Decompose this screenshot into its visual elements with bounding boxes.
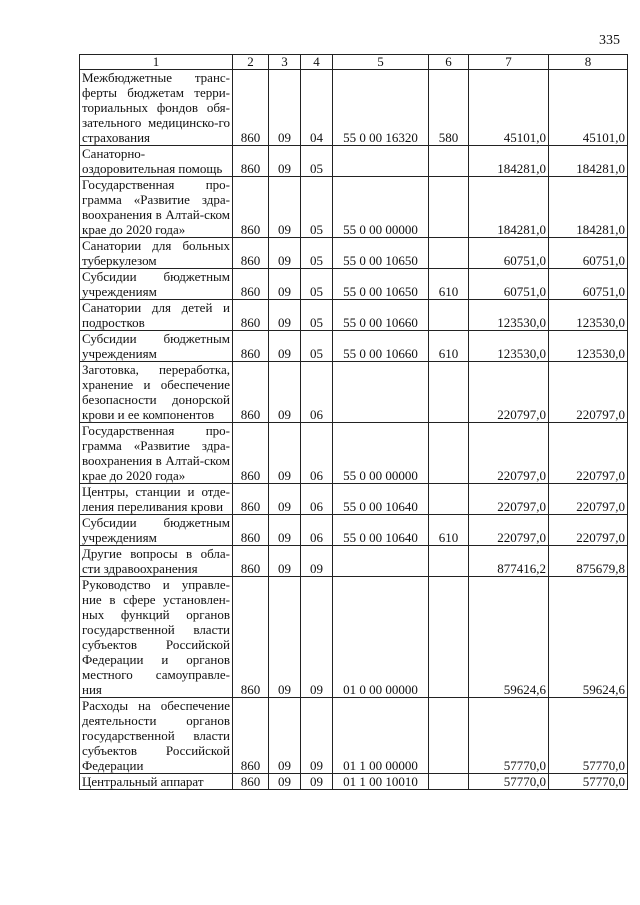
row-name: Государственная про-грамма «Развитие здра-воохранения в Алтай-ском крае до 2020 года» (80, 423, 233, 484)
subsection-code: 09 (301, 546, 333, 577)
row-name: Расходы на обеспечение деятельности органов государственной власти субъектов Российской Федерации (80, 698, 233, 774)
section-code: 09 (269, 238, 301, 269)
expense-type-code (429, 238, 469, 269)
expense-type-code (429, 300, 469, 331)
row-name: Санаторно-оздоровительная помощь (80, 146, 233, 177)
row-name: Субсидии бюджетным учреждениям (80, 515, 233, 546)
table-row (80, 146, 628, 177)
amount-year-2: 57770,0 (549, 774, 628, 790)
admin-code: 860 (233, 423, 269, 484)
target-article-code: 01 1 00 00000 (333, 698, 429, 774)
admin-code: 860 (233, 698, 269, 774)
column-header: 5 (333, 55, 429, 70)
amount-year-1: 184281,0 (469, 146, 549, 177)
amount-year-1: 184281,0 (469, 177, 549, 238)
amount-year-2: 220797,0 (549, 423, 628, 484)
row-name: Межбюджетные транс-ферты бюджетам терри-ториальных фондов обя-зательного медицинско-го страхования (80, 70, 233, 146)
section-code: 09 (269, 146, 301, 177)
column-header: 8 (549, 55, 628, 70)
target-article-code: 01 0 00 00000 (333, 577, 429, 698)
target-article-code: 55 0 00 10660 (333, 300, 429, 331)
target-article-code: 55 0 00 00000 (333, 177, 429, 238)
column-header: 1 (80, 55, 233, 70)
subsection-code: 05 (301, 177, 333, 238)
target-article-code (333, 546, 429, 577)
amount-year-2: 184281,0 (549, 177, 628, 238)
section-code: 09 (269, 362, 301, 423)
amount-year-2: 220797,0 (549, 362, 628, 423)
expense-type-code: 610 (429, 269, 469, 300)
target-article-code: 55 0 00 00000 (333, 423, 429, 484)
subsection-code: 09 (301, 577, 333, 698)
admin-code: 860 (233, 577, 269, 698)
expense-type-code (429, 484, 469, 515)
row-name: Другие вопросы в обла-сти здравоохранения (80, 546, 233, 577)
admin-code: 860 (233, 238, 269, 269)
subsection-code: 06 (301, 484, 333, 515)
section-code: 09 (269, 774, 301, 790)
admin-code: 860 (233, 362, 269, 423)
amount-year-2: 184281,0 (549, 146, 628, 177)
amount-year-1: 45101,0 (469, 70, 549, 146)
row-name: Субсидии бюджетным учреждениям (80, 269, 233, 300)
admin-code: 860 (233, 331, 269, 362)
amount-year-1: 220797,0 (469, 362, 549, 423)
amount-year-1: 123530,0 (469, 331, 549, 362)
amount-year-2: 123530,0 (549, 331, 628, 362)
amount-year-1: 60751,0 (469, 238, 549, 269)
target-article-code (333, 146, 429, 177)
row-name: Субсидии бюджетным учреждениям (80, 331, 233, 362)
section-code: 09 (269, 577, 301, 698)
subsection-code: 06 (301, 362, 333, 423)
admin-code: 860 (233, 300, 269, 331)
expense-type-code (429, 362, 469, 423)
expense-type-code (429, 698, 469, 774)
page-number: 335 (599, 33, 620, 48)
target-article-code: 55 0 00 10650 (333, 269, 429, 300)
table-row (80, 484, 628, 515)
expense-type-code (429, 774, 469, 790)
admin-code: 860 (233, 177, 269, 238)
expense-type-code: 580 (429, 70, 469, 146)
row-name: Санатории для больных туберкулезом (80, 238, 233, 269)
row-name: Центры, станции и отде-ления переливания крови (80, 484, 233, 515)
admin-code: 860 (233, 146, 269, 177)
table-row (80, 331, 628, 362)
header-row (80, 55, 628, 70)
table-row (80, 698, 628, 774)
admin-code: 860 (233, 269, 269, 300)
subsection-code: 06 (301, 423, 333, 484)
table-row (80, 362, 628, 423)
amount-year-2: 875679,8 (549, 546, 628, 577)
table-row (80, 423, 628, 484)
subsection-code: 05 (301, 238, 333, 269)
amount-year-2: 45101,0 (549, 70, 628, 146)
budget-table (79, 54, 628, 790)
expense-type-code: 610 (429, 515, 469, 546)
row-name: Заготовка, переработка, хранение и обеспечение безопасности донорской крови и ее компонентов (80, 362, 233, 423)
row-name: Санатории для детей и подростков (80, 300, 233, 331)
admin-code: 860 (233, 546, 269, 577)
target-article-code: 01 1 00 10010 (333, 774, 429, 790)
amount-year-1: 59624,6 (469, 577, 549, 698)
expense-type-code (429, 177, 469, 238)
row-name: Государственная про-грамма «Развитие здра-воохранения в Алтай-ском крае до 2020 года» (80, 177, 233, 238)
amount-year-2: 220797,0 (549, 515, 628, 546)
section-code: 09 (269, 177, 301, 238)
table-row (80, 70, 628, 146)
subsection-code: 05 (301, 300, 333, 331)
amount-year-2: 220797,0 (549, 484, 628, 515)
amount-year-2: 59624,6 (549, 577, 628, 698)
section-code: 09 (269, 423, 301, 484)
amount-year-2: 60751,0 (549, 238, 628, 269)
admin-code: 860 (233, 70, 269, 146)
subsection-code: 05 (301, 146, 333, 177)
column-header: 6 (429, 55, 469, 70)
admin-code: 860 (233, 484, 269, 515)
subsection-code: 09 (301, 698, 333, 774)
target-article-code: 55 0 00 16320 (333, 70, 429, 146)
section-code: 09 (269, 515, 301, 546)
amount-year-1: 220797,0 (469, 423, 549, 484)
row-name: Руководство и управле-ние в сфере установлен-ных функций органов государственной власти субъектов Российской Федерации и органов местного самоуправле-ния (80, 577, 233, 698)
row-name: Центральный аппарат (80, 774, 233, 790)
column-header: 4 (301, 55, 333, 70)
table-row (80, 238, 628, 269)
amount-year-1: 877416,2 (469, 546, 549, 577)
section-code: 09 (269, 484, 301, 515)
subsection-code: 09 (301, 774, 333, 790)
expense-type-code (429, 546, 469, 577)
expense-type-code: 610 (429, 331, 469, 362)
amount-year-1: 220797,0 (469, 515, 549, 546)
admin-code: 860 (233, 774, 269, 790)
table-row (80, 774, 628, 790)
subsection-code: 06 (301, 515, 333, 546)
subsection-code: 05 (301, 269, 333, 300)
section-code: 09 (269, 698, 301, 774)
admin-code: 860 (233, 515, 269, 546)
amount-year-2: 60751,0 (549, 269, 628, 300)
amount-year-1: 123530,0 (469, 300, 549, 331)
section-code: 09 (269, 331, 301, 362)
column-header: 2 (233, 55, 269, 70)
section-code: 09 (269, 70, 301, 146)
column-header: 3 (269, 55, 301, 70)
section-code: 09 (269, 269, 301, 300)
table-row (80, 177, 628, 238)
section-code: 09 (269, 546, 301, 577)
target-article-code: 55 0 00 10640 (333, 484, 429, 515)
section-code: 09 (269, 300, 301, 331)
subsection-code: 05 (301, 331, 333, 362)
column-header: 7 (469, 55, 549, 70)
table-row (80, 269, 628, 300)
amount-year-1: 60751,0 (469, 269, 549, 300)
target-article-code: 55 0 00 10650 (333, 238, 429, 269)
expense-type-code (429, 423, 469, 484)
target-article-code: 55 0 00 10640 (333, 515, 429, 546)
subsection-code: 04 (301, 70, 333, 146)
table-row (80, 300, 628, 331)
target-article-code: 55 0 00 10660 (333, 331, 429, 362)
amount-year-1: 57770,0 (469, 698, 549, 774)
amount-year-1: 220797,0 (469, 484, 549, 515)
table-row (80, 577, 628, 698)
expense-type-code (429, 146, 469, 177)
expense-type-code (429, 577, 469, 698)
amount-year-1: 57770,0 (469, 774, 549, 790)
amount-year-2: 123530,0 (549, 300, 628, 331)
target-article-code (333, 362, 429, 423)
table-body (80, 70, 628, 790)
table-row (80, 515, 628, 546)
table-row (80, 546, 628, 577)
amount-year-2: 57770,0 (549, 698, 628, 774)
